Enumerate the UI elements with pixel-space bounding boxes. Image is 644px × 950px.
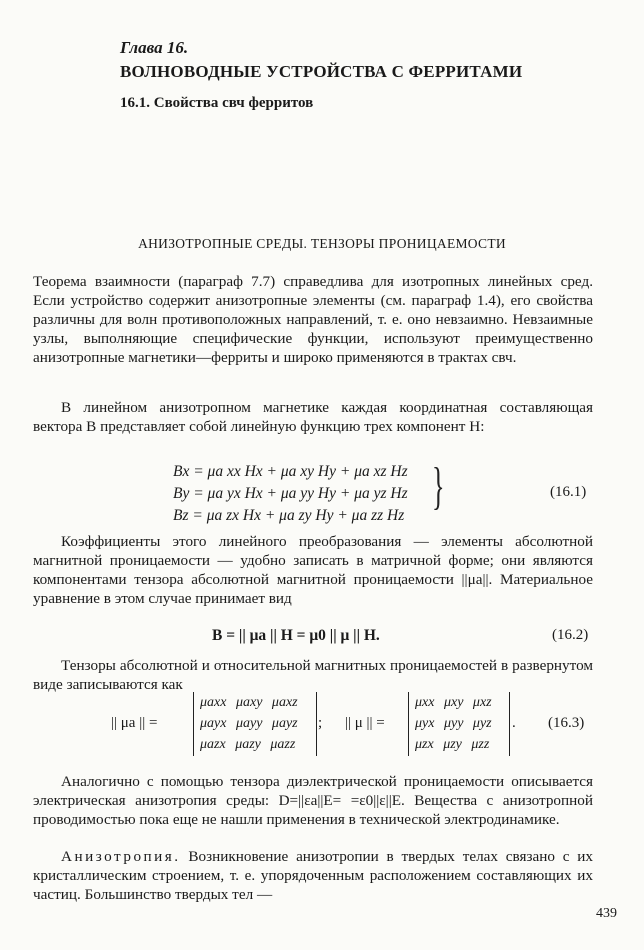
matrix-absolute (193, 692, 317, 756)
page-number: 439 (596, 906, 617, 921)
matrix-row: μayx μayy μayz (200, 716, 298, 731)
paragraph-tensors: Тензоры абсолютной и относительной магнитных проницаемостей в развернутом виде записываются как (33, 657, 593, 693)
paragraph-reciprocity: Теорема взаимности (параграф 7.7) справедлива для изотропных линейных сред. Если устройство содержит анизотропные элементы (см. параграф 1.4), его свойства различны для волн противоположных направлений, т. е. оно невзаимно. Невзаимные узлы, выполняющие специфические функции, используют преимущественно анизотропные магнетики—ферриты и широко применяются в трактах свч. (33, 273, 593, 366)
matrix-row: μazx μazy μazz (200, 737, 296, 752)
right-brace: } (432, 458, 445, 515)
equation-line: Bx = μa xx Hx + μa xy Hy + μa xz Hz (173, 463, 408, 480)
chapter-title: ВОЛНОВОДНЫЕ УСТРОЙСТВА С ФЕРРИТАМИ (120, 62, 523, 81)
equation-number: (16.3) (548, 715, 585, 731)
equation-line: Bz = μa zx Hx + μa zy Hy + μa zz Hz (173, 507, 405, 524)
matrix-label: || μa || = (111, 715, 158, 731)
section-title: 16.1. Свойства свч ферритов (120, 95, 314, 111)
paragraph-linear-magnetic: В линейном анизотропном магнетике каждая координатная составляющая вектора B представляет собой линейную функцию трех компонент H: (33, 399, 593, 435)
equation-number: (16.1) (550, 484, 587, 500)
matrix-row: μyx μyy μyz (415, 716, 492, 731)
term-anisotropy: Анизотропия. (61, 848, 181, 865)
paragraph-coefficients: Коэффициенты этого линейного преобразования — элементы абсолютной магнитной проницаемости — удобно записать в матричной форме; они являются компонентами тензора абсолютной магнитной проницаемости ||μa||. Материальное уравнение в этом случае принимает вид (33, 533, 593, 607)
paragraph-dielectric: Аналогично с помощью тензора диэлектрической проницаемости описывается электрическая анизотропия среды: D=||εa||E= =ε0||ε||E. Вещества с анизотропной проводимостью пока еще не нашли применения в технической электродинамике. (33, 773, 593, 828)
matrix-row: μxx μxy μxz (415, 695, 492, 710)
equation-line: By = μa yx Hx + μa yy Hy + μa yz Hz (173, 485, 408, 502)
matrix-label: || μ || = (345, 715, 385, 731)
equation-number: (16.2) (552, 627, 589, 643)
paragraph-anisotropy-text: Возникновение анизотропии в твердых телах связано с их кристаллическим строением, т. е. упорядоченным расположением составляющих их частиц. Большинство твердых тел — (33, 848, 593, 903)
paragraph-anisotropy (33, 847, 593, 904)
matrix-row: μzx μzy μzz (415, 737, 490, 752)
matrix-row: μaxx μaxy μaxz (200, 695, 298, 710)
equation-16-2: B = || μa || H = μ0 || μ || H. (212, 627, 380, 644)
matrix-relative (408, 692, 510, 756)
subsection-title: АНИЗОТРОПНЫЕ СРЕДЫ. ТЕНЗОРЫ ПРОНИЦАЕМОСТИ (138, 236, 506, 251)
chapter-label: Глава 16. (120, 38, 189, 57)
